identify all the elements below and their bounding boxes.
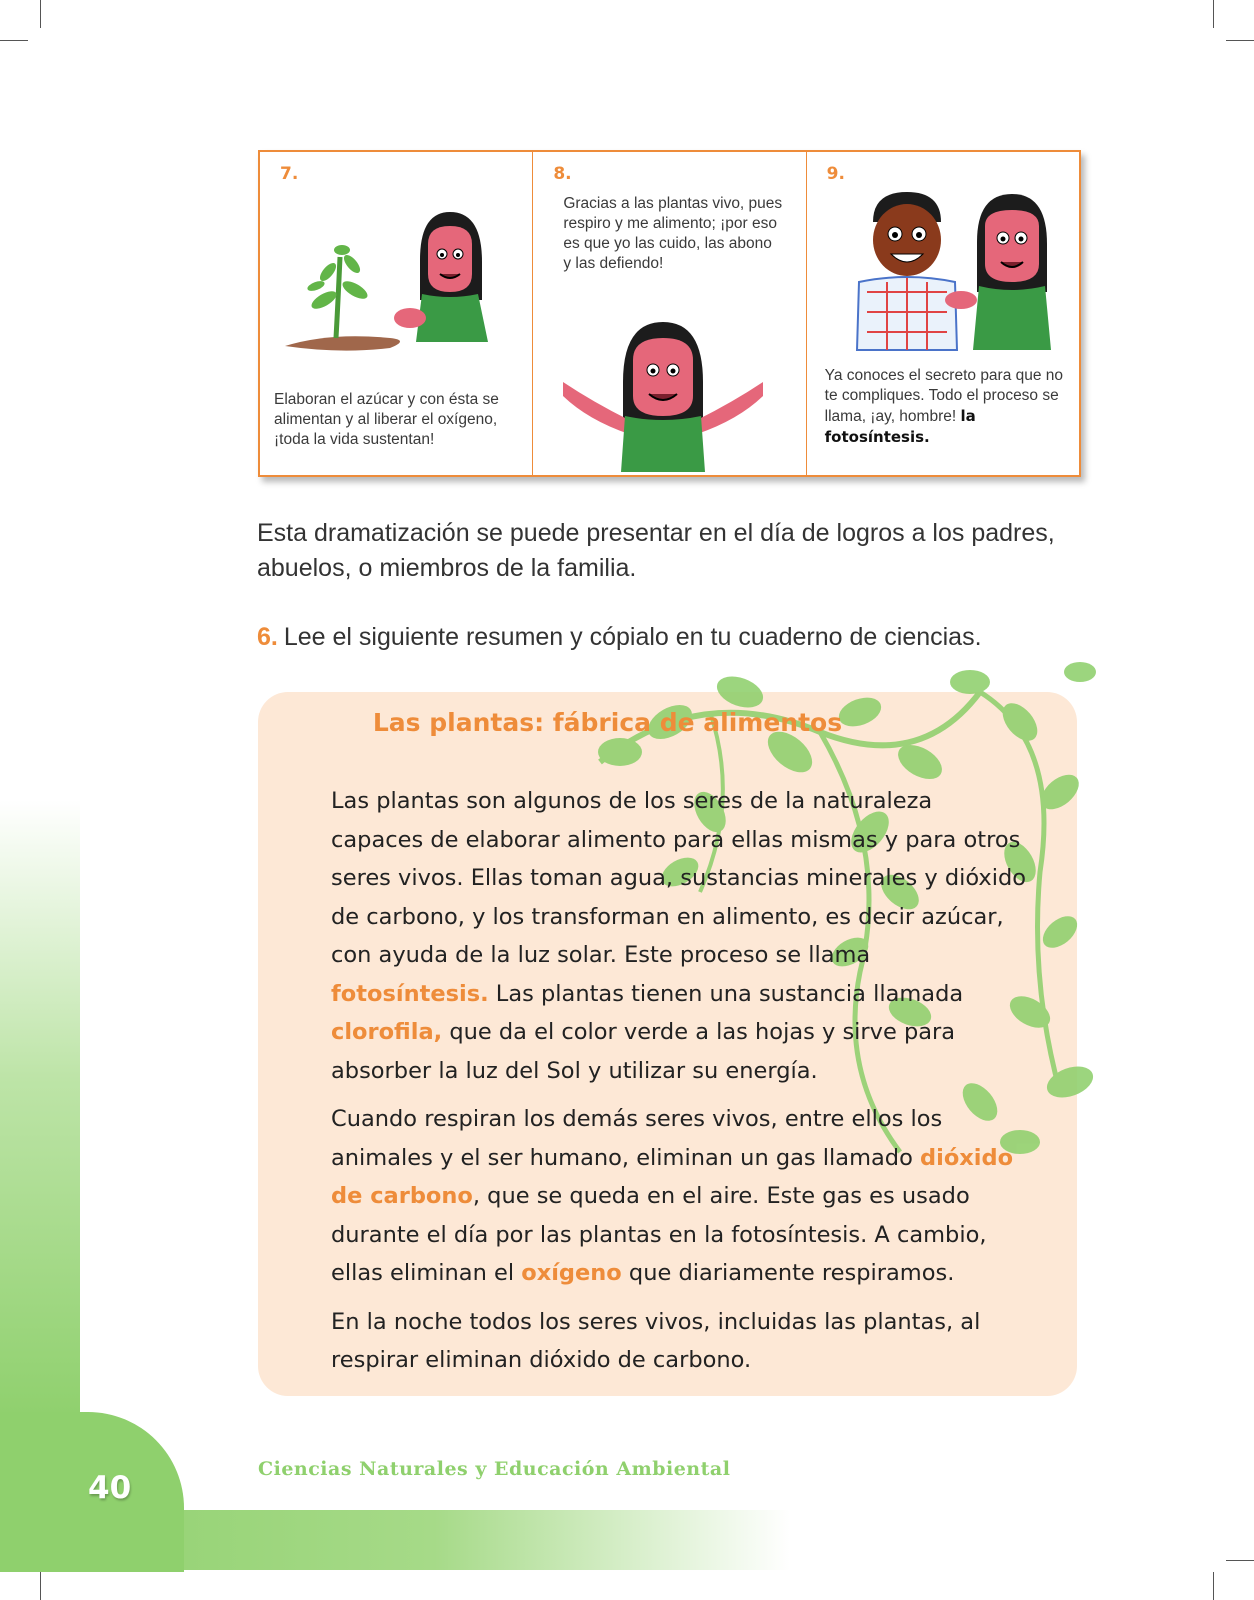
text: Las plantas son algunos de los seres de la naturaleza capaces de elaborar alimento para ellas mismas y para otros seres vivos. Ellas toman agua, sustancias minerales y dióxido de carbono, y los transforman en alimento, es decir azúcar, con ayuda de la luz solar. Este proceso se llama <box>331 788 1027 968</box>
panel-7-text: Elaboran el azúcar y con ésta se alimentan y al liberar el oxígeno, ¡toda la vida sustentan! <box>274 391 499 448</box>
highlight-term: oxígeno <box>521 1260 622 1286</box>
comic-panel-8 <box>533 152 806 475</box>
text: que diariamente respiramos. <box>621 1260 955 1286</box>
summary-paragraph-3: En la noche todos los seres vivos, incluidas las plantas, al respirar eliminan dióxido de carbono. <box>331 1308 981 1373</box>
summary-body <box>331 782 1031 1390</box>
panel-8-text: Gracias a las plantas vivo, pues respiro y me alimento; ¡por eso es que yo las cuido, las abono y las defiendo! <box>563 195 783 272</box>
highlight-term: dióxido de carbono <box>331 1144 1014 1209</box>
book-title: Ciencias Naturales y Educación Ambiental <box>258 1458 731 1480</box>
crop-mark <box>40 0 41 28</box>
side-green-stripe <box>0 800 80 1420</box>
panel-9-text <box>825 366 1075 448</box>
highlight-term: fotosíntesis. <box>331 980 489 1007</box>
boy-and-girl-illustration <box>807 182 1080 352</box>
panel-number: 8. <box>553 164 572 184</box>
page-number: 40 <box>88 1470 132 1506</box>
step-number: 6. <box>257 623 278 651</box>
comic-panel-7 <box>260 152 533 475</box>
panel-number: 7. <box>280 164 299 184</box>
crop-mark <box>0 40 28 41</box>
text: Las plantas tienen una sustancia llamada <box>488 980 964 1007</box>
panel-9-text-bold: la fotosíntesis. <box>824 407 976 446</box>
text: , que se queda en el aire. Este gas es usado durante el día por las plantas en la fotosíntesis. A cambio, ellas eliminan el <box>331 1183 987 1286</box>
girl-and-sprout-illustration <box>260 182 533 422</box>
summary-title: Las plantas: fábrica de alimentos <box>372 708 843 737</box>
comic-strip <box>258 150 1081 477</box>
crop-mark <box>1213 1572 1214 1600</box>
text: Cuando respiran los demás seres vivos, entre ellos los animales y el ser humano, eliminan un gas llamado <box>331 1106 943 1171</box>
panel-9-text-regular: Ya conoces el secreto para que no te compliques. Todo el proceso se llama, ¡ay, hombre! <box>824 367 1064 425</box>
summary-paragraph-2 <box>331 1100 1031 1293</box>
crop-mark <box>1226 40 1254 41</box>
panel-number: 9. <box>826 164 845 184</box>
crop-mark <box>1226 1560 1254 1561</box>
step-instruction <box>257 620 1087 655</box>
comic-panel-9 <box>807 152 1079 475</box>
girl-open-arms-illustration <box>533 312 806 472</box>
highlight-term: clorofila, <box>331 1019 443 1045</box>
crop-mark <box>1213 0 1214 28</box>
intro-paragraph: Esta dramatización se puede presentar en el día de logros a los padres, abuelos, o miembros de la familia. <box>257 519 1055 582</box>
crop-mark <box>40 1572 41 1600</box>
step-text: Lee el siguiente resumen y cópialo en tu cuaderno de ciencias. <box>283 623 982 651</box>
summary-paragraph-1 <box>331 782 1031 1090</box>
text: que da el color verde a las hojas y sirve para absorber la luz del Sol y utilizar su energía. <box>331 1019 956 1084</box>
